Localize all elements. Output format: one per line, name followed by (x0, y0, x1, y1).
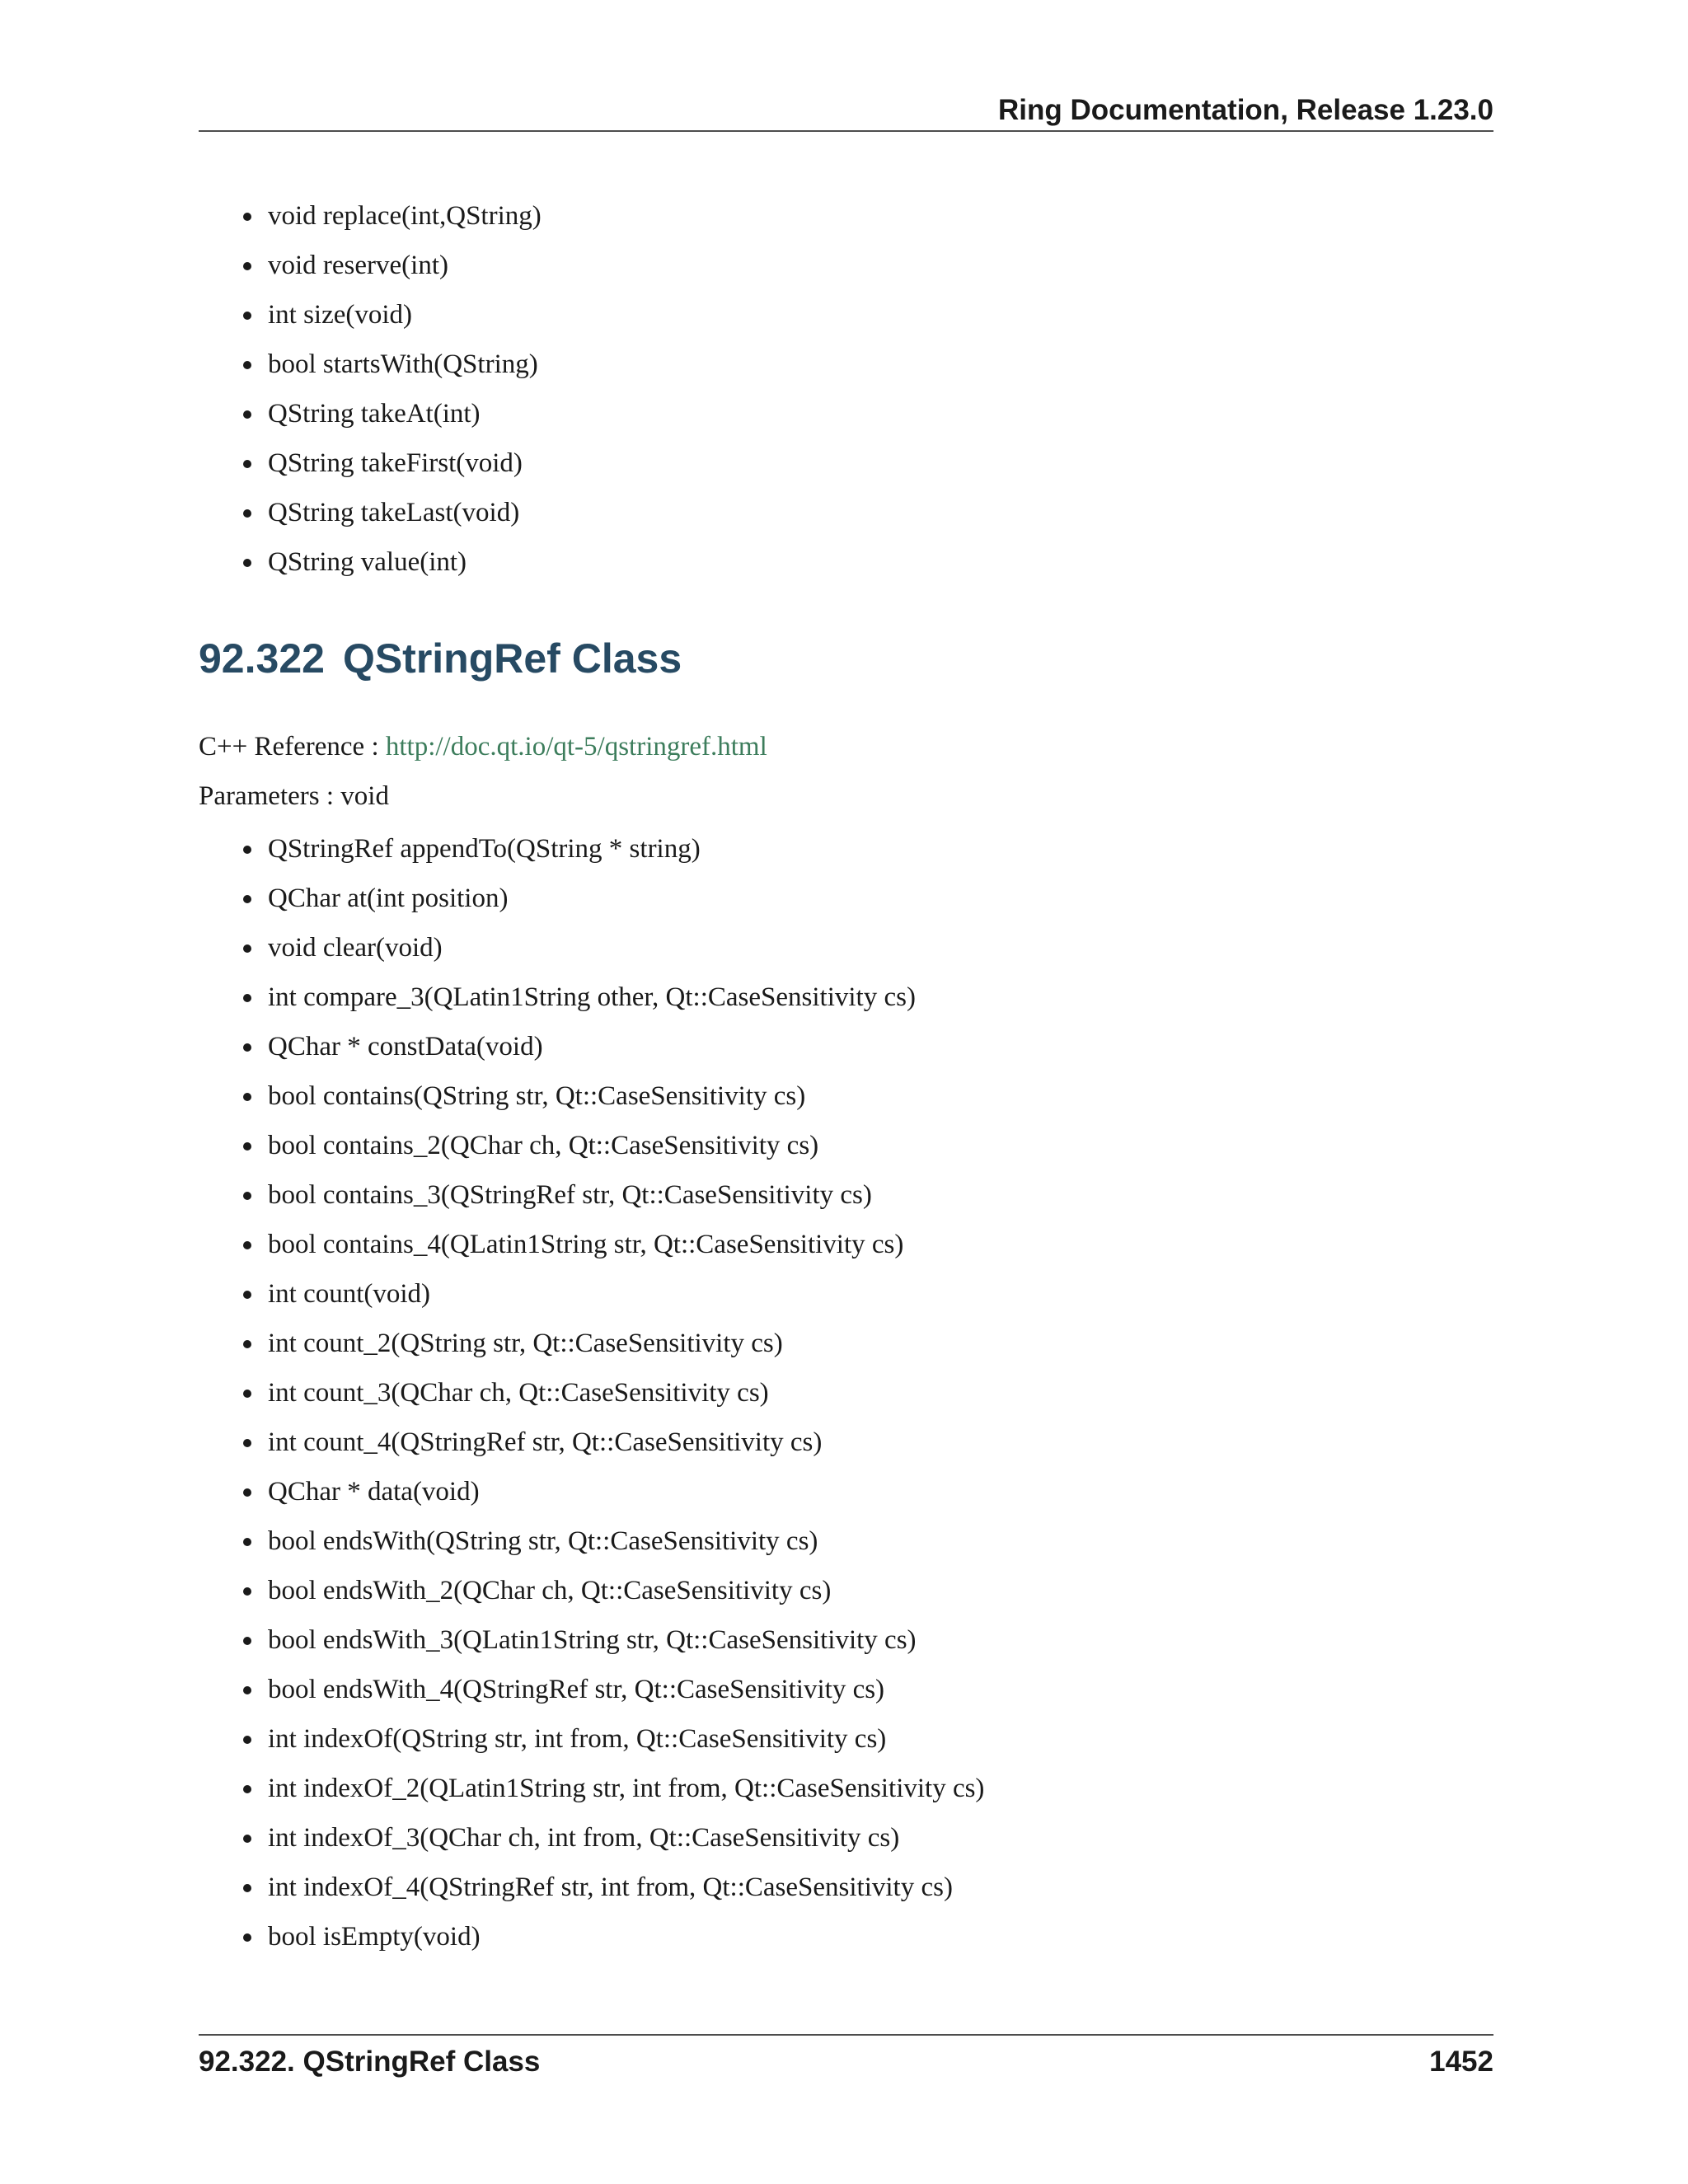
list-item: void reserve(int) (243, 241, 542, 290)
reference-label: C++ Reference : (199, 732, 379, 762)
document-title: Ring Documentation, Release 1.23.0 (997, 94, 1493, 126)
method-list-qstringref (243, 824, 984, 1961)
list-item: int count_3(QChar ch, Qt::CaseSensitivity cs) (243, 1368, 984, 1418)
list-item: bool endsWith_3(QLatin1String str, Qt::CaseSensitivity cs) (243, 1615, 984, 1665)
section-title: QStringRef Class (342, 635, 682, 682)
list-item: QChar * constData(void) (243, 1022, 984, 1071)
list-item: QChar * data(void) (243, 1467, 984, 1516)
list-item: int indexOf(QString str, int from, Qt::CaseSensitivity cs) (243, 1714, 984, 1764)
footer-section-label: 92.322. QStringRef Class (199, 2046, 541, 2078)
list-item: QString takeAt(int) (243, 389, 542, 438)
section-number: 92.322 (199, 635, 325, 682)
method-list-previous-class (243, 191, 542, 587)
list-item: bool contains_4(QLatin1String str, Qt::CaseSensitivity cs) (243, 1220, 984, 1269)
section-heading (199, 635, 682, 682)
list-item: QChar at(int position) (243, 874, 984, 923)
list-item: bool startsWith(QString) (243, 340, 542, 389)
list-item: int count_4(QStringRef str, Qt::CaseSensitivity cs) (243, 1418, 984, 1467)
list-item: void replace(int,QString) (243, 191, 542, 241)
running-footer (199, 2034, 1493, 2085)
reference-link[interactable]: http://doc.qt.io/qt-5/qstringref.html (385, 732, 767, 762)
running-header (199, 91, 1493, 132)
list-item: int count_2(QString str, Qt::CaseSensitivity cs) (243, 1319, 984, 1368)
parameters-value: void (340, 781, 389, 811)
list-item: QString takeLast(void) (243, 488, 542, 537)
list-item: void clear(void) (243, 923, 984, 972)
parameters-line (199, 781, 389, 812)
cpp-reference-line (199, 732, 767, 762)
list-item: bool endsWith_2(QChar ch, Qt::CaseSensitivity cs) (243, 1566, 984, 1615)
parameters-label: Parameters : (199, 781, 335, 811)
list-item: bool contains(QString str, Qt::CaseSensitivity cs) (243, 1071, 984, 1121)
page-number: 1452 (1429, 2046, 1493, 2078)
list-item: int count(void) (243, 1269, 984, 1319)
list-item: int size(void) (243, 290, 542, 340)
list-item: bool endsWith_4(QStringRef str, Qt::CaseSensitivity cs) (243, 1665, 984, 1714)
list-item: QString takeFirst(void) (243, 438, 542, 488)
list-item: bool contains_3(QStringRef str, Qt::CaseSensitivity cs) (243, 1170, 984, 1220)
list-item: QStringRef appendTo(QString * string) (243, 824, 984, 874)
list-item: bool isEmpty(void) (243, 1912, 984, 1961)
list-item: bool contains_2(QChar ch, Qt::CaseSensitivity cs) (243, 1121, 984, 1170)
list-item: int indexOf_4(QStringRef str, int from, Qt::CaseSensitivity cs) (243, 1863, 984, 1912)
list-item: int indexOf_2(QLatin1String str, int from, Qt::CaseSensitivity cs) (243, 1764, 984, 1813)
list-item: int indexOf_3(QChar ch, int from, Qt::CaseSensitivity cs) (243, 1813, 984, 1863)
list-item: QString value(int) (243, 537, 542, 587)
list-item: bool endsWith(QString str, Qt::CaseSensitivity cs) (243, 1516, 984, 1566)
list-item: int compare_3(QLatin1String other, Qt::CaseSensitivity cs) (243, 972, 984, 1022)
